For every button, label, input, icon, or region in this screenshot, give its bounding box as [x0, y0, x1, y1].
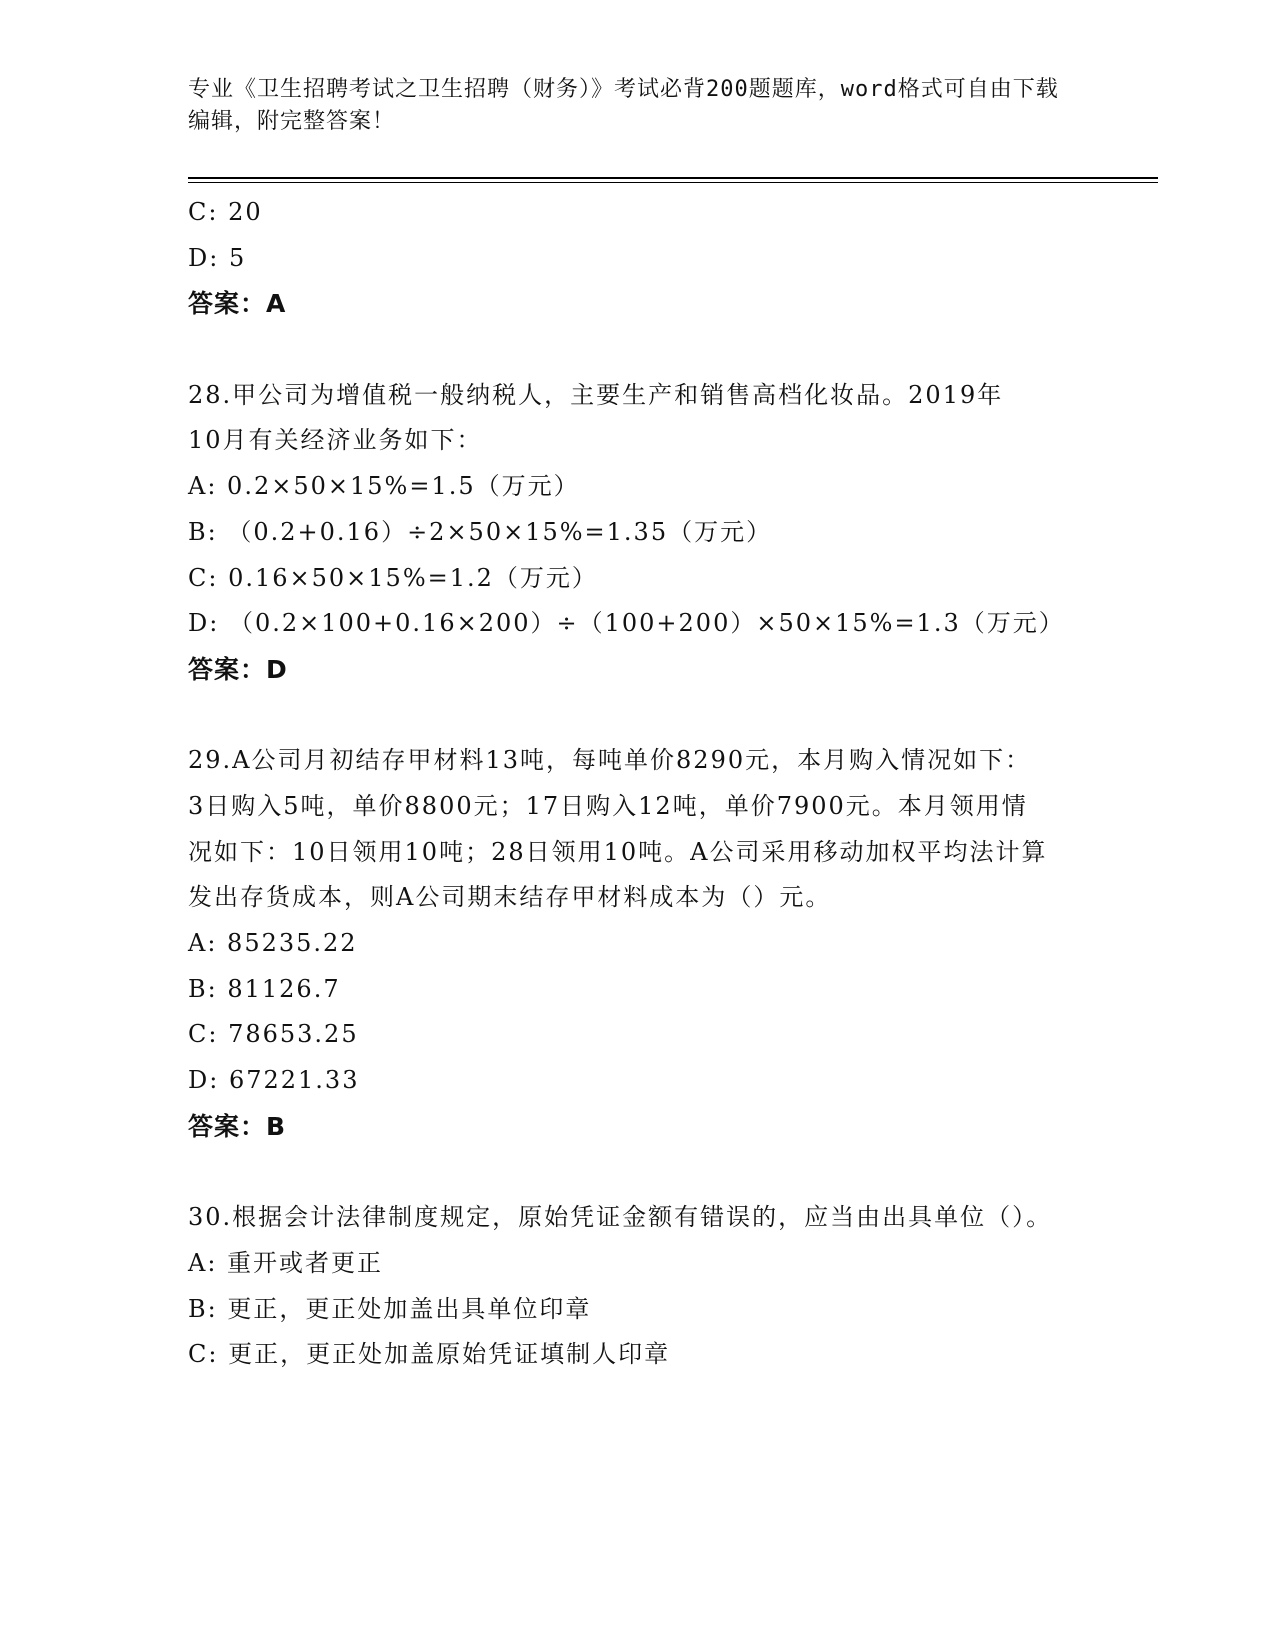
- header-rule-thick: [188, 177, 1158, 179]
- spacer: [188, 1150, 1078, 1196]
- spacer: [188, 693, 1078, 739]
- option-a: A: 85235.22: [188, 929, 358, 958]
- answer-label: 答案：D: [188, 654, 288, 684]
- option-b: B: 81126.7: [188, 974, 341, 1003]
- question-30: [188, 1195, 1078, 1378]
- answer-label: 答案：B: [188, 1111, 287, 1141]
- question-28: [188, 373, 1078, 693]
- option-d: D: （0.2×100+0.16×200）÷（100+200）×50×15%=1.3（万元）: [188, 609, 1065, 638]
- question-stem: 30.根据会计法律制度规定，原始凭证金额有错误的，应当由出具单位（）。: [188, 1203, 1053, 1232]
- option-d: D: 67221.33: [188, 1066, 360, 1095]
- option-a: A: 0.2×50×15%=1.5（万元）: [188, 472, 580, 501]
- option-c: C: 78653.25: [188, 1020, 359, 1049]
- spacer: [188, 327, 1078, 373]
- option-b: B: （0.2+0.16）÷2×50×15%=1.35（万元）: [188, 517, 773, 546]
- option-a: A: 重开或者更正: [188, 1248, 384, 1277]
- question-29: [188, 738, 1078, 1149]
- question-content: [188, 190, 1078, 1378]
- option-d: D: 5: [188, 243, 247, 272]
- option-c: C: 20: [188, 198, 263, 226]
- question-stem: 28.甲公司为增值税一般纳税人，主要生产和销售高档化妆品。2019年10月有关经济业务如下：: [188, 380, 1004, 455]
- answer-label: 答案：A: [188, 289, 287, 319]
- header-rule-thin: [188, 182, 1158, 183]
- document-header: 专业《卫生招聘考试之卫生招聘（财务）》考试必背200题题库，word格式可自由下载编辑，附完整答案！: [188, 77, 1059, 134]
- option-c: C: 更正，更正处加盖原始凭证填制人印章: [188, 1340, 671, 1369]
- question-stem: 29.A公司月初结存甲材料13吨，每吨单价8290元，本月购入情况如下：3日购入5吨，单价8800元；17日购入12吨，单价7900元。本月领用情况如下：10日领用10吨；28日领用10吨。A公司采用移动加权平均法计算发出存货成本，则A公司期末结存甲材料成本为（）元。: [188, 746, 1048, 912]
- option-c: C: 0.16×50×15%=1.2（万元）: [188, 563, 598, 592]
- question-27-tail: [188, 190, 1078, 327]
- option-b: B: 更正，更正处加盖出具单位印章: [188, 1294, 592, 1323]
